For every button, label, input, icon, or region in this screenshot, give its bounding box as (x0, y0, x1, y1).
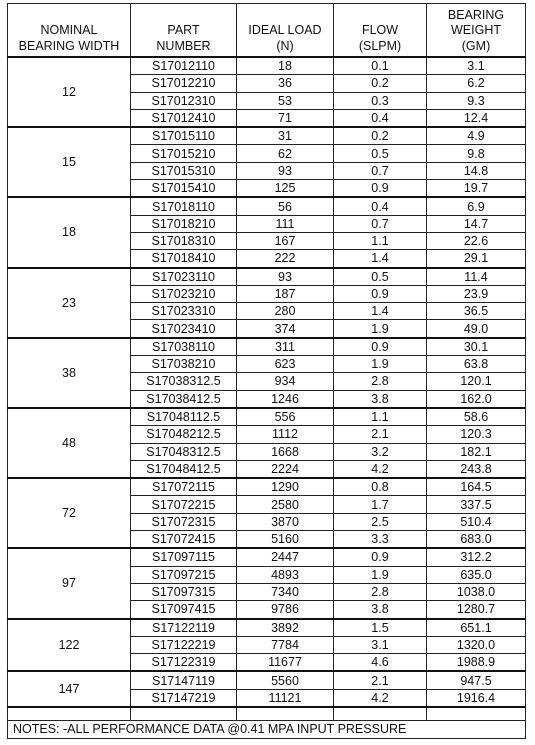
ideal-load-cell: 62 (237, 145, 334, 162)
ideal-load-cell: 31 (237, 127, 334, 145)
bearing-spec-table (7, 3, 526, 739)
flow-cell: 0.9 (334, 285, 427, 302)
flow-cell: 3.3 (334, 531, 427, 549)
ideal-load-cell: 1246 (237, 390, 334, 408)
part-number-cell: S17048112.5 (131, 408, 237, 426)
table-row (8, 127, 526, 145)
ideal-load-cell: 311 (237, 338, 334, 356)
bearing-weight-cell: 6.9 (427, 197, 526, 215)
empty-cell (427, 707, 526, 721)
part-number-cell: S17038412.5 (131, 390, 237, 408)
bearing-weight-cell: 337.5 (427, 496, 526, 513)
table-row (8, 57, 526, 75)
flow-cell: 0.4 (334, 109, 427, 127)
bearing-weight-cell: 23.9 (427, 285, 526, 302)
ideal-load-cell: 93 (237, 162, 334, 179)
bearing-weight-cell: 120.1 (427, 373, 526, 390)
table-row (8, 478, 526, 496)
part-number-cell: S17015110 (131, 127, 237, 145)
part-number-cell: S17072115 (131, 478, 237, 496)
bearing-weight-cell: 510.4 (427, 513, 526, 530)
bearing-weight-cell: 1916.4 (427, 689, 526, 707)
part-number-cell: S17072415 (131, 531, 237, 549)
ideal-load-cell: 125 (237, 180, 334, 198)
flow-cell: 0.3 (334, 92, 427, 109)
part-number-cell: S17147219 (131, 689, 237, 707)
bearing-weight-cell: 1320.0 (427, 636, 526, 653)
table-row (8, 268, 526, 286)
flow-cell: 2.8 (334, 583, 427, 600)
bearing-weight-cell: 30.1 (427, 338, 526, 356)
part-number-cell: S17012110 (131, 57, 237, 75)
flow-cell: 0.5 (334, 145, 427, 162)
ideal-load-cell: 187 (237, 285, 334, 302)
bearing-weight-cell: 1988.9 (427, 654, 526, 672)
nominal-width-cell: 15 (8, 127, 131, 197)
flow-cell: 2.1 (334, 426, 427, 443)
part-number-cell: S17023310 (131, 303, 237, 320)
table-row (8, 408, 526, 426)
nominal-width-cell: 72 (8, 478, 131, 548)
table-row (8, 619, 526, 637)
part-number-cell: S17122319 (131, 654, 237, 672)
table-row (8, 671, 526, 689)
nominal-width-cell: 18 (8, 197, 131, 267)
flow-cell: 3.1 (334, 636, 427, 653)
flow-cell: 2.8 (334, 373, 427, 390)
flow-cell: 1.4 (334, 303, 427, 320)
bearing-weight-cell: 651.1 (427, 619, 526, 637)
empty-cell (334, 707, 427, 721)
ideal-load-cell: 374 (237, 320, 334, 338)
table-row (8, 548, 526, 566)
part-number-cell: S17038312.5 (131, 373, 237, 390)
flow-cell: 2.5 (334, 513, 427, 530)
bearing-weight-cell: 635.0 (427, 566, 526, 583)
bearing-weight-cell: 36.5 (427, 303, 526, 320)
part-number-cell: S17023210 (131, 285, 237, 302)
part-number-cell: S17018110 (131, 197, 237, 215)
ideal-load-cell: 1290 (237, 478, 334, 496)
ideal-load-cell: 7784 (237, 636, 334, 653)
ideal-load-cell: 18 (237, 57, 334, 75)
flow-cell: 1.7 (334, 496, 427, 513)
ideal-load-cell: 5160 (237, 531, 334, 549)
flow-cell: 0.4 (334, 197, 427, 215)
bearing-weight-cell: 11.4 (427, 268, 526, 286)
bearing-weight-cell: 49.0 (427, 320, 526, 338)
part-number-cell: S17122219 (131, 636, 237, 653)
bearing-weight-cell: 164.5 (427, 478, 526, 496)
flow-cell: 0.5 (334, 268, 427, 286)
bearing-weight-cell: 312.2 (427, 548, 526, 566)
bearing-weight-cell: 63.8 (427, 356, 526, 373)
part-number-cell: S17072315 (131, 513, 237, 530)
ideal-load-cell: 3870 (237, 513, 334, 530)
header-row (8, 4, 526, 58)
table-row (8, 197, 526, 215)
flow-cell: 1.9 (334, 356, 427, 373)
flow-cell: 0.9 (334, 548, 427, 566)
spacer-row (8, 707, 526, 721)
ideal-load-cell: 93 (237, 268, 334, 286)
empty-cell (237, 707, 334, 721)
flow-cell: 3.8 (334, 390, 427, 408)
flow-cell: 0.1 (334, 57, 427, 75)
part-number-cell: S17097215 (131, 566, 237, 583)
bearing-weight-cell: 29.1 (427, 250, 526, 268)
ideal-load-cell: 222 (237, 250, 334, 268)
ideal-load-cell: 7340 (237, 583, 334, 600)
ideal-load-cell: 11677 (237, 654, 334, 672)
part-number-cell: S17012310 (131, 92, 237, 109)
flow-cell: 1.9 (334, 566, 427, 583)
bearing-weight-cell: 120.3 (427, 426, 526, 443)
bearing-weight-cell: 9.8 (427, 145, 526, 162)
flow-cell: 0.8 (334, 478, 427, 496)
bearing-weight-cell: 4.9 (427, 127, 526, 145)
part-number-cell: S17147119 (131, 671, 237, 689)
flow-cell: 0.7 (334, 215, 427, 232)
nominal-width-cell: 38 (8, 338, 131, 408)
part-number-cell: S17015210 (131, 145, 237, 162)
part-number-cell: S17018410 (131, 250, 237, 268)
part-number-cell: S17038110 (131, 338, 237, 356)
part-number-cell: S17048212.5 (131, 426, 237, 443)
nominal-width-cell: 122 (8, 619, 131, 672)
ideal-load-cell: 1668 (237, 443, 334, 460)
ideal-load-cell: 280 (237, 303, 334, 320)
flow-cell: 0.7 (334, 162, 427, 179)
ideal-load-cell: 53 (237, 92, 334, 109)
header-part-number: PART NUMBER (131, 4, 237, 58)
ideal-load-cell: 111 (237, 215, 334, 232)
bearing-weight-cell: 14.8 (427, 162, 526, 179)
part-number-cell: S17012410 (131, 109, 237, 127)
nominal-width-cell: 147 (8, 671, 131, 707)
part-number-cell: S17097315 (131, 583, 237, 600)
bearing-weight-cell: 22.6 (427, 232, 526, 249)
part-number-cell: S17023410 (131, 320, 237, 338)
nominal-width-cell: 48 (8, 408, 131, 478)
table-row (8, 338, 526, 356)
flow-cell: 4.2 (334, 460, 427, 478)
part-number-cell: S17072215 (131, 496, 237, 513)
empty-cell (131, 707, 237, 721)
bearing-weight-cell: 6.2 (427, 75, 526, 92)
bearing-weight-cell: 683.0 (427, 531, 526, 549)
header-bearing-weight: BEARING WEIGHT (GM) (427, 4, 526, 58)
part-number-cell: S17038210 (131, 356, 237, 373)
bearing-weight-cell: 1038.0 (427, 583, 526, 600)
table-body (8, 57, 526, 738)
flow-cell: 3.8 (334, 601, 427, 619)
flow-cell: 0.2 (334, 127, 427, 145)
nominal-width-cell: 12 (8, 57, 131, 127)
ideal-load-cell: 2224 (237, 460, 334, 478)
bearing-weight-cell: 14.7 (427, 215, 526, 232)
ideal-load-cell: 5560 (237, 671, 334, 689)
bearing-weight-cell: 19.7 (427, 180, 526, 198)
flow-cell: 4.2 (334, 689, 427, 707)
ideal-load-cell: 11121 (237, 689, 334, 707)
ideal-load-cell: 4893 (237, 566, 334, 583)
bearing-weight-cell: 947.5 (427, 671, 526, 689)
flow-cell: 2.1 (334, 671, 427, 689)
notes-text: NOTES: -ALL PERFORMANCE DATA @0.41 MPA INPUT PRESSURE (8, 720, 526, 738)
part-number-cell: S17018310 (131, 232, 237, 249)
part-number-cell: S17048412.5 (131, 460, 237, 478)
bearing-weight-cell: 182.1 (427, 443, 526, 460)
ideal-load-cell: 71 (237, 109, 334, 127)
header-flow: FLOW (SLPM) (334, 4, 427, 58)
bearing-weight-cell: 9.3 (427, 92, 526, 109)
header-nominal-bearing-width: NOMINAL BEARING WIDTH (8, 4, 131, 58)
flow-cell: 1.1 (334, 232, 427, 249)
nominal-width-cell: 23 (8, 268, 131, 338)
ideal-load-cell: 2447 (237, 548, 334, 566)
part-number-cell: S17097415 (131, 601, 237, 619)
part-number-cell: S17015310 (131, 162, 237, 179)
flow-cell: 1.5 (334, 619, 427, 637)
ideal-load-cell: 556 (237, 408, 334, 426)
bearing-weight-cell: 1280.7 (427, 601, 526, 619)
ideal-load-cell: 36 (237, 75, 334, 92)
header-ideal-load: IDEAL LOAD (N) (237, 4, 334, 58)
part-number-cell: S17012210 (131, 75, 237, 92)
empty-cell (8, 707, 131, 721)
ideal-load-cell: 934 (237, 373, 334, 390)
part-number-cell: S17015410 (131, 180, 237, 198)
flow-cell: 0.2 (334, 75, 427, 92)
part-number-cell: S17018210 (131, 215, 237, 232)
bearing-weight-cell: 58.6 (427, 408, 526, 426)
ideal-load-cell: 1112 (237, 426, 334, 443)
bearing-weight-cell: 3.1 (427, 57, 526, 75)
notes-row (8, 720, 526, 738)
bearing-weight-cell: 162.0 (427, 390, 526, 408)
part-number-cell: S17048312.5 (131, 443, 237, 460)
flow-cell: 1.1 (334, 408, 427, 426)
ideal-load-cell: 623 (237, 356, 334, 373)
nominal-width-cell: 97 (8, 548, 131, 618)
part-number-cell: S17122119 (131, 619, 237, 637)
ideal-load-cell: 2580 (237, 496, 334, 513)
ideal-load-cell: 56 (237, 197, 334, 215)
ideal-load-cell: 3892 (237, 619, 334, 637)
flow-cell: 3.2 (334, 443, 427, 460)
flow-cell: 0.9 (334, 180, 427, 198)
ideal-load-cell: 9786 (237, 601, 334, 619)
flow-cell: 4.6 (334, 654, 427, 672)
part-number-cell: S17023110 (131, 268, 237, 286)
part-number-cell: S17097115 (131, 548, 237, 566)
bearing-weight-cell: 243.8 (427, 460, 526, 478)
ideal-load-cell: 167 (237, 232, 334, 249)
flow-cell: 1.4 (334, 250, 427, 268)
bearing-weight-cell: 12.4 (427, 109, 526, 127)
flow-cell: 1.9 (334, 320, 427, 338)
flow-cell: 0.9 (334, 338, 427, 356)
